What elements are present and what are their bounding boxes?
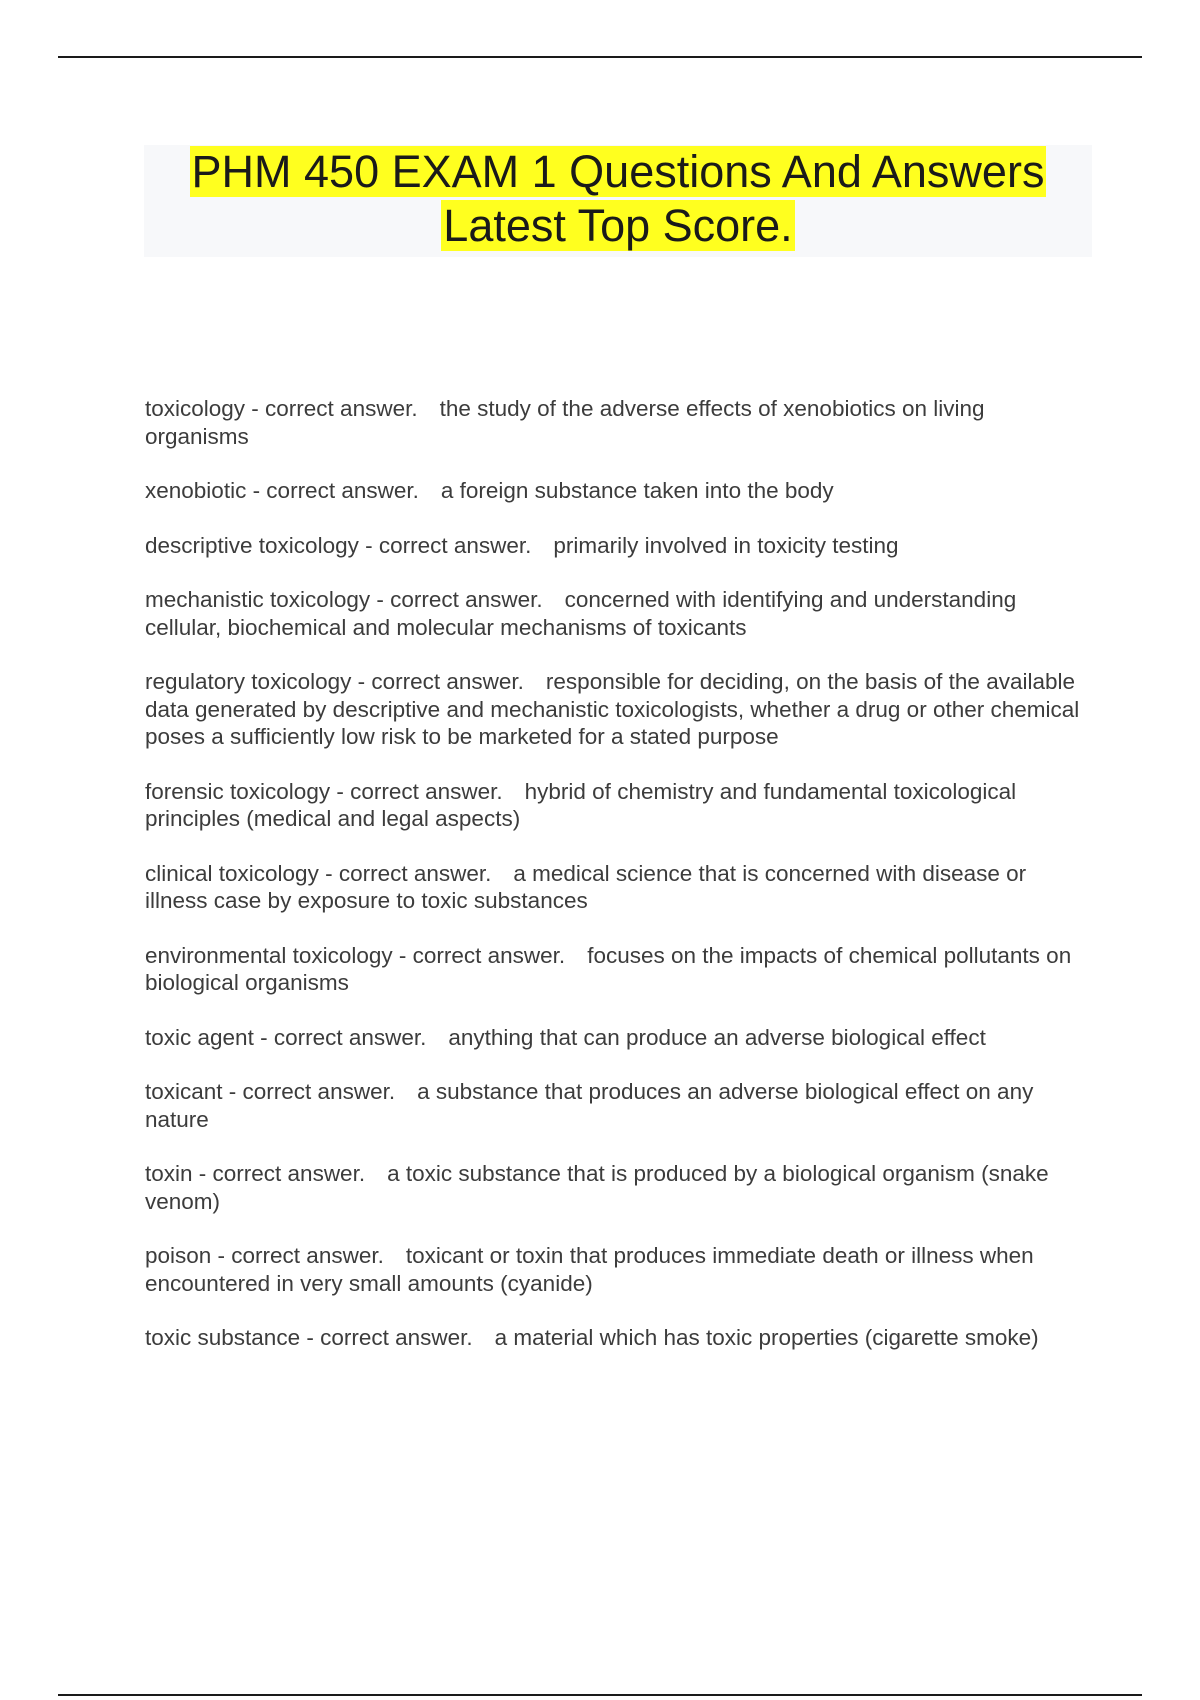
qa-entry (145, 1024, 1100, 1052)
entry-definition: a material which has toxic properties (cigarette smoke) (494, 1325, 1039, 1350)
entry-definition: a foreign substance taken into the body (440, 478, 834, 503)
entry-term: forensic toxicology - correct answer. (145, 778, 503, 804)
qa-entry (145, 1078, 1100, 1133)
entry-definition: toxicant or toxin that produces immediate death or illness when encountered in very small amounts (cyanide) (145, 1243, 1034, 1296)
qa-entry (145, 942, 1100, 997)
entry-term: toxic substance - correct answer. (145, 1325, 473, 1350)
entry-term: toxicant - correct answer. (145, 1079, 396, 1104)
qa-entry (145, 860, 1100, 915)
entry-term: xenobiotic - correct answer. (145, 478, 419, 503)
entry-definition: a toxic substance that is produced by a biological organism (snake venom) (145, 1161, 1049, 1214)
title-highlight-2: Latest Top Score. (443, 200, 793, 251)
entry-term: toxic agent - correct answer. (145, 1024, 427, 1050)
entry-definition: hybrid of chemistry and fundamental toxicological principles (medical and legal aspects) (145, 778, 1017, 831)
entry-term: clinical toxicology - correct answer. (145, 860, 492, 886)
qa-entry (145, 778, 1100, 833)
entry-definition: primarily involved in toxicity testing (553, 532, 899, 558)
entry-definition: concerned with identifying and understanding cellular, biochemical and molecular mechanisms of toxicants (145, 587, 1017, 640)
entry-definition: a substance that produces an adverse biological effect on any nature (145, 1079, 1034, 1132)
entry-term: descriptive toxicology - correct answer. (145, 532, 532, 558)
qa-entry (145, 532, 1100, 560)
entry-term: environmental toxicology - correct answer. (145, 942, 566, 968)
entry-term: toxin - correct answer. (145, 1161, 366, 1186)
entry-term: toxicology - correct answer. (145, 396, 418, 421)
bottom-rule (58, 1694, 1142, 1696)
qa-entry (145, 586, 1100, 641)
entry-definition: a medical science that is concerned with disease or illness case by exposure to toxic substances (145, 860, 1027, 913)
qa-list (145, 395, 1100, 1379)
entry-definition: anything that can produce an adverse biological effect (448, 1024, 986, 1050)
top-rule (58, 56, 1142, 58)
qa-entry (145, 1160, 1100, 1215)
entry-definition: focuses on the impacts of chemical pollutants on biological organisms (145, 942, 1072, 995)
entry-term: poison - correct answer. (145, 1243, 384, 1268)
qa-entry (145, 477, 1100, 505)
title-line-2 (144, 199, 1092, 253)
entry-term: mechanistic toxicology - correct answer. (145, 587, 543, 612)
title-line-1 (144, 145, 1092, 199)
entry-term: regulatory toxicology - correct answer. (145, 669, 524, 694)
qa-entry (145, 1324, 1100, 1352)
entry-definition: the study of the adverse effects of xenobiotics on living organisms (145, 396, 985, 449)
title-highlight-1: PHM 450 EXAM 1 Questions And Answers (191, 146, 1045, 197)
qa-entry (145, 395, 1100, 450)
entry-definition: responsible for deciding, on the basis of the available data generated by descriptive and mechanistic toxicologists, whether a drug or other chemical poses a sufficiently low risk to be marketed for a stated purpose (145, 669, 1080, 749)
qa-entry (145, 668, 1100, 751)
title-block (144, 145, 1092, 257)
qa-entry (145, 1242, 1100, 1297)
